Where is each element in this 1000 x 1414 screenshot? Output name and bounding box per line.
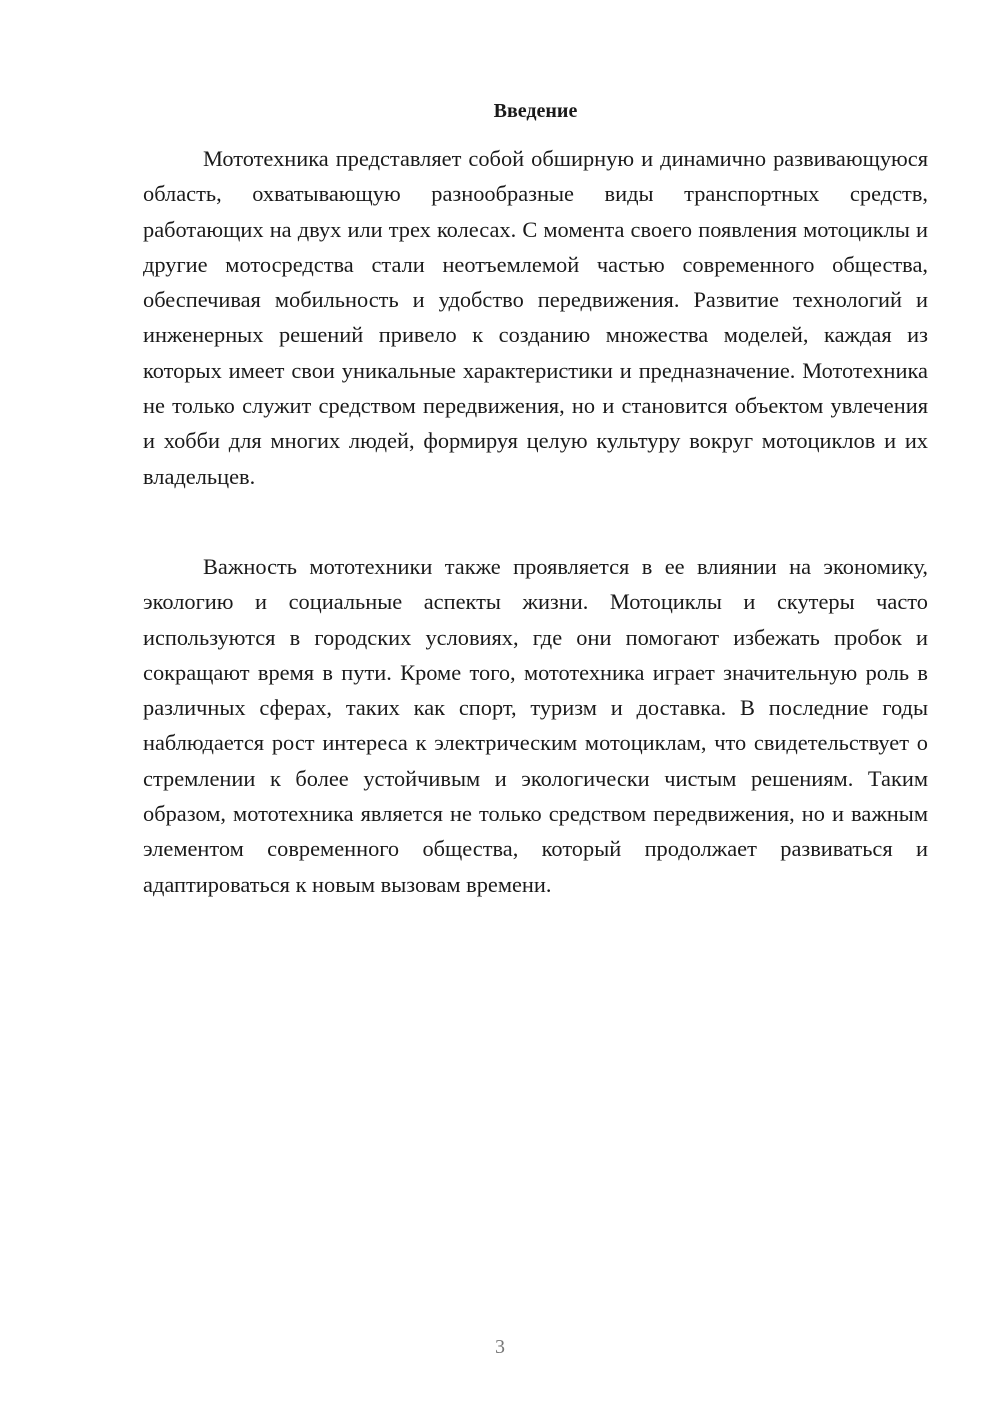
body-paragraph-1: Мототехника представляет собой обширную и динамично развивающуюся область, охватывающую разнообразные виды транспортных средств, работающих на двух или трех колесах. С момента своего появления мотоциклы и другие мотосредства стали неотъемлемой частью современного общества, обеспечивая мобильность и удобство передвижения. Развитие технологий и инженерных решений привело к созданию множества моделей, каждая из которых имеет свои уникальные характеристики и предназначение. Мототехника не только служит средством передвижения, но и становится объектом увлечения и хобби для многих людей, формируя целую культуру вокруг мотоциклов и их владельцев. xyxy=(143,146,928,489)
body-paragraph-2: Важность мототехники также проявляется в ее влиянии на экономику, экологию и социальные аспекты жизни. Мотоциклы и скутеры часто используются в городских условиях, где они помогают избежать пробок и сокращают время в пути. Кроме того, мототехника играет значительную роль в различных сферах, таких как спорт, туризм и доставка. В последние годы наблюдается рост интереса к электрическим мотоциклам, что свидетельствует о стремлении к более устойчивым и экологически чистым решениям. Таким образом, мототехника является не только средством передвижения, но и важным элементом современного общества, который продолжает развиваться и адаптироваться к новым вызовам времени. xyxy=(143,554,928,897)
section-heading: Введение xyxy=(493,100,578,122)
page-number: 3 xyxy=(495,1336,505,1358)
